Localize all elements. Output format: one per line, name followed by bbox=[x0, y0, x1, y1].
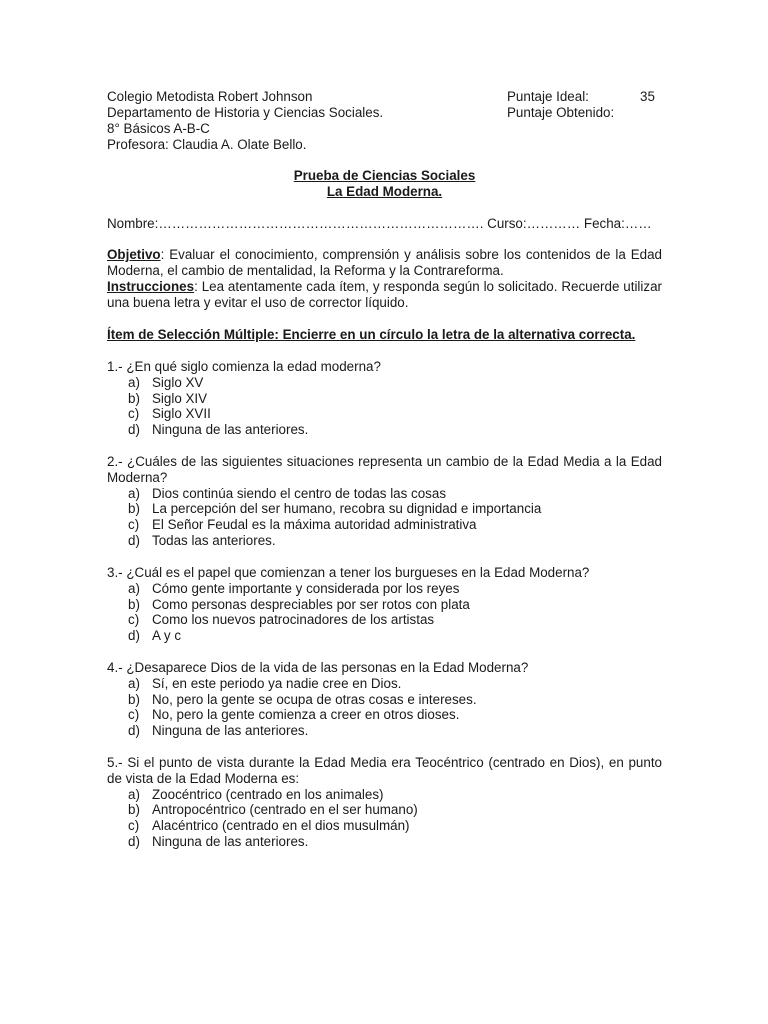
option-text: Dios continúa siendo el centro de todas las cosas bbox=[152, 485, 447, 501]
option-item[interactable] bbox=[107, 676, 662, 692]
option-letter: b) bbox=[128, 691, 140, 707]
option-letter: d) bbox=[128, 628, 140, 644]
option-letter: b) bbox=[128, 596, 140, 612]
option-text: Ninguna de las anteriores. bbox=[152, 833, 309, 849]
option-item[interactable] bbox=[107, 707, 662, 723]
option-letter: c) bbox=[128, 517, 140, 533]
option-letter: a) bbox=[128, 786, 140, 802]
option-text: Ninguna de las anteriores. bbox=[152, 422, 309, 438]
question-3 bbox=[107, 565, 662, 644]
option-text: Alacéntrico (centrado en el dios musulmán) bbox=[152, 818, 410, 834]
option-item[interactable] bbox=[107, 501, 662, 517]
instructions-label: Instrucciones bbox=[107, 279, 195, 294]
exam-title: Prueba de Ciencias Sociales bbox=[293, 168, 476, 183]
option-item[interactable] bbox=[107, 581, 662, 597]
option-letter: c) bbox=[128, 612, 140, 628]
question-text: 1.- ¿En qué siglo comienza la edad moderna? bbox=[107, 359, 381, 374]
option-item[interactable] bbox=[107, 486, 662, 502]
question-2 bbox=[107, 454, 662, 549]
question-text: 2.- ¿Cuáles de las siguientes situaciones representa un cambio de la Edad Media a la Edad Moderna? bbox=[107, 454, 662, 485]
option-letter: d) bbox=[128, 532, 140, 548]
option-item[interactable] bbox=[107, 406, 662, 422]
option-letter: b) bbox=[128, 501, 140, 517]
objective-paragraph bbox=[107, 247, 662, 279]
option-item[interactable] bbox=[107, 818, 662, 834]
option-item[interactable] bbox=[107, 692, 662, 708]
instructions-text: : Lea atentamente cada ítem, y responda según lo solicitado. Recuerde utilizar una buena letra y evitar el uso de corrector líquido. bbox=[107, 279, 662, 310]
option-text: A y c bbox=[152, 628, 182, 644]
ideal-score-label: Puntaje Ideal: bbox=[507, 89, 589, 104]
option-item[interactable] bbox=[107, 787, 662, 803]
option-text: La percepción del ser humano, recobra su dignidad e importancia bbox=[152, 501, 542, 517]
question-4 bbox=[107, 660, 662, 739]
question-text: 4.- ¿Desaparece Dios de la vida de las personas en la Edad Moderna? bbox=[107, 660, 529, 675]
question-1 bbox=[107, 359, 662, 438]
option-text: No, pero la gente se ocupa de otras cosas e intereses. bbox=[152, 691, 477, 707]
option-text: Ninguna de las anteriores. bbox=[152, 723, 309, 739]
option-text: Sí, en este periodo ya nadie cree en Dios. bbox=[152, 675, 402, 691]
question-text: 5.- Si el punto de vista durante la Edad Media era Teocéntrico (centrado en Dios), en punto de vista de la Edad Moderna es: bbox=[107, 755, 662, 786]
option-item[interactable] bbox=[107, 517, 662, 533]
option-text: Siglo XVII bbox=[152, 406, 211, 422]
question-5 bbox=[107, 755, 662, 850]
option-text: No, pero la gente comienza a creer en otros dioses. bbox=[152, 707, 460, 723]
option-letter: c) bbox=[128, 818, 140, 834]
question-text: 3.- ¿Cuál es el papel que comienzan a tener los burgueses en la Edad Moderna? bbox=[107, 565, 590, 580]
option-item[interactable] bbox=[107, 391, 662, 407]
option-item[interactable] bbox=[107, 802, 662, 818]
option-item[interactable] bbox=[107, 834, 662, 850]
option-text: Como los nuevos patrocinadores de los artistas bbox=[152, 612, 435, 628]
option-letter: b) bbox=[128, 390, 140, 406]
option-letter: d) bbox=[128, 723, 140, 739]
option-text: Como personas despreciables por ser rotos con plata bbox=[152, 596, 470, 612]
option-item[interactable] bbox=[107, 422, 662, 438]
option-letter: c) bbox=[128, 406, 140, 422]
option-text: Todas las anteriores. bbox=[152, 532, 276, 548]
option-item[interactable] bbox=[107, 597, 662, 613]
grade-label: 8° Básicos A-B-C bbox=[107, 121, 210, 136]
option-item[interactable] bbox=[107, 375, 662, 391]
option-letter: a) bbox=[128, 675, 140, 691]
option-text: Siglo XV bbox=[152, 374, 204, 390]
option-text: Siglo XIV bbox=[152, 390, 208, 406]
objective-label: Objetivo bbox=[107, 247, 161, 262]
teacher-name: Profesora: Claudia A. Olate Bello. bbox=[107, 137, 307, 152]
school-name: Colegio Metodista Robert Johnson bbox=[107, 89, 313, 104]
exam-subtitle: La Edad Moderna. bbox=[326, 184, 443, 199]
option-item[interactable] bbox=[107, 723, 662, 739]
obtained-score-label: Puntaje Obtenido: bbox=[507, 105, 615, 120]
option-text: Zoocéntrico (centrado en los animales) bbox=[152, 786, 384, 802]
option-text: Antropocéntrico (centrado en el ser humano) bbox=[152, 802, 418, 818]
department-name: Departamento de Historia y Ciencias Sociales. bbox=[107, 105, 384, 120]
option-letter: b) bbox=[128, 802, 140, 818]
objective-text: : Evaluar el conocimiento, comprensión y análisis sobre los contenidos de la Edad Moderna, el cambio de mentalidad, la Reforma y la Contrareforma. bbox=[107, 247, 662, 278]
option-letter: c) bbox=[128, 707, 140, 723]
option-letter: a) bbox=[128, 485, 140, 501]
option-item[interactable] bbox=[107, 612, 662, 628]
student-info-line: Nombre:………………………………………………………………. Curso:………… Fecha:…… bbox=[107, 216, 652, 231]
option-letter: a) bbox=[128, 580, 140, 596]
option-letter: d) bbox=[128, 422, 140, 438]
option-text: El Señor Feudal es la máxima autoridad administrativa bbox=[152, 517, 477, 533]
option-item[interactable] bbox=[107, 628, 662, 644]
instructions-paragraph bbox=[107, 279, 662, 311]
option-text: Cómo gente importante y considerada por los reyes bbox=[152, 580, 460, 596]
option-item[interactable] bbox=[107, 533, 662, 549]
option-letter: d) bbox=[128, 833, 140, 849]
ideal-score-value: 35 bbox=[640, 89, 655, 104]
option-letter: a) bbox=[128, 374, 140, 390]
section-title: Ítem de Selección Múltiple: Encierre en un círculo la letra de la alternativa correcta. bbox=[107, 327, 636, 342]
